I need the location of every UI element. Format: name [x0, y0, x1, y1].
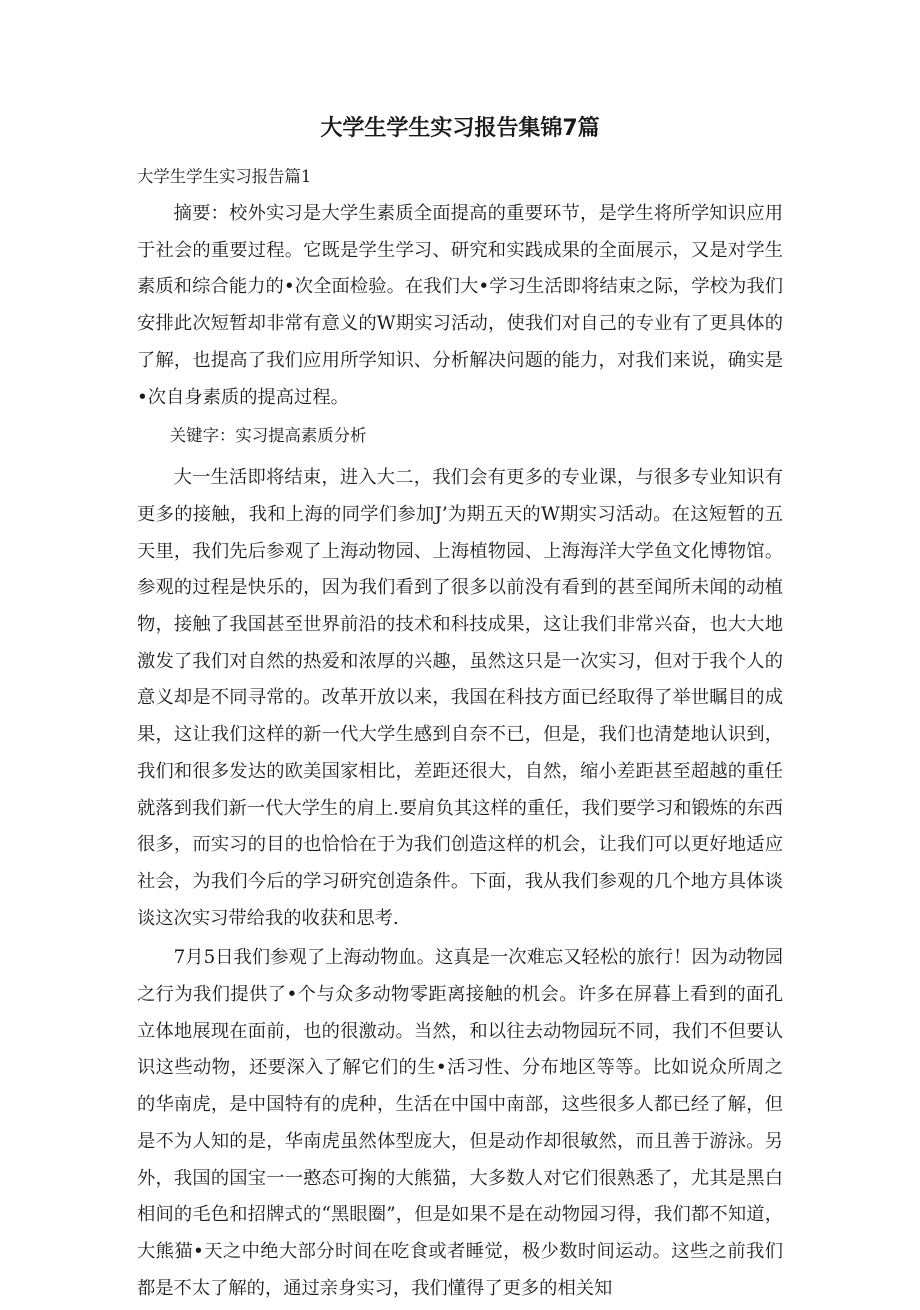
abstract-paragraph: 摘要：校外实习是大学生素质全面提高的重要环节，是学生将所学知识应用于社会的重要过程。它既是学生学习、研究和实践成果的全面展示，又是对学生素质和综合能力的•次全面检验。在我们大•学习生活即将结束之际，学校为我们安排此次短暂却非常有意义的W期实习活动，使我们对自己的专业有了更具体的了解，也提高了我们应用所学知识、分析解决问题的能力，对我们来说，确实是•次自身素质的提高过程。 — [137, 203, 783, 408]
section-heading: 大学生学生实习报告篇1 — [137, 167, 312, 186]
keywords-paragraph: 关键字：实习提高素质分析 — [169, 426, 367, 446]
body-paragraph: 7月5日我们参观了上海动物血。这真是一次难忘又轻松的旅行！因为动物园之行为我们提供了•个与众多动物零距离接触的机会。许多在屏暮上看到的面孔立体地展现在面前，也的很激动。当然，和以往去动物园玩不同，我们不但要认识这些动物，还要深入了解它们的生•活习性、分布地区等等。比如说众所周之的华南虎，是中国特有的虎种，生活在中国中南部，这些很多人都已经了解，但是不为人知的是，华南虎虽然体型庞大，但是动作却很敏然，而且善于游泳。另外，我国的国宝一一憨态可掬的大熊猫，大多数人对它们很熟悉了，尤其是黑白相间的毛色和招牌式的“黑眼圈”，但是如果不是在动物园习得，我们都不知道，大熊猫•天之中绝大部分时间在吃食或者睡觉，极少数时间运动。这些之前我们都是不太了解的，通过亲身实习，我们懂得了更多的相关知 — [137, 947, 783, 1299]
body-paragraph: 大一生活即将结束，进入大二，我们会有更多的专业课，与很多专业知识有更多的接触，我和上海的同学们参加J’为期五天的W期实习活动。在这短暂的五天里，我们先后参观了上海动物园、上海植物园、上海海洋大学鱼文化博物馆。参观的过程是快乐的，因为我们看到了很多以前没有看到的甚至闻所未闻的动植物，接触了我国甚至世界前沿的技术和科技成果，这让我们非常兴奋，也大大地激发了我们对自然的热爱和浓厚的兴趣，虽然这只是一次实习，但对于我个人的意义却是不同寻常的。改革开放以来，我国在科技方面已经取得了举世瞩目的成果，这让我们这样的新一代大学生感到自奈不已，但是，我们也清楚地认识到，我们和很多发达的欧美国家相比，差距还很大，自然，缩小差距甚至超越的重任就落到我们新一代大学生的肩上.要肩负其这样的重任，我们要学习和锻炼的东西很多，而实习的目的也恰恰在于为我们创造这样的机会，让我们可以更好地适应社会，为我们今后的学习研究创造条件。下面，我从我们参观的几个地方具体谈谈这次实习带给我的收获和思考. — [137, 467, 783, 929]
document-page — [137, 108, 783, 1310]
document-title: 大学生学生实习报告集锦7篇 — [320, 116, 600, 141]
